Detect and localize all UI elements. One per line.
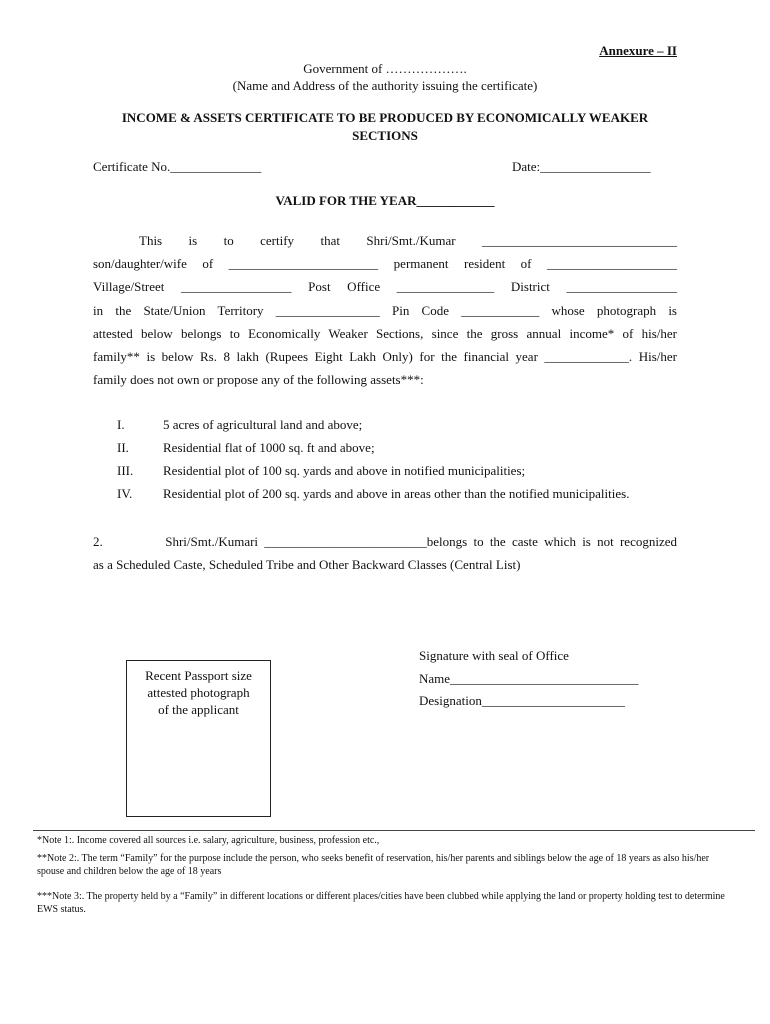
- body-line-6: family** is below Rs. 8 lakh (Rupees Eight Lakh Only) for the financial year _____________. His/her: [93, 349, 677, 365]
- annexure-label: Annexure – II: [599, 43, 677, 58]
- asset-text: Residential flat of 1000 sq. ft and above;: [163, 440, 375, 455]
- body-line-4: in the State/Union Territory ________________ Pin Code ____________ whose photograph is: [93, 302, 677, 318]
- asset-text: Residential plot of 100 sq. yards and above in notified municipalities;: [163, 463, 526, 478]
- asset-number: II.: [117, 440, 129, 455]
- authority-note: (Name and Address of the authority issuing the certificate): [232, 78, 538, 93]
- certificate-title: [93, 109, 677, 145]
- body-line-2: son/daughter/wife of _______________________ permanent resident of ____________________: [93, 256, 677, 272]
- title-line-1: INCOME & ASSETS CERTIFICATE TO BE PRODUCED BY ECONOMICALLY WEAKER: [121, 110, 649, 125]
- asset-number: III.: [117, 463, 134, 478]
- note-3: ***Note 3:. The property held by a “Family” in different locations or different places/cities have been clubbed while applying the land or property holding test to determine EWS status.: [37, 891, 725, 915]
- photo-box-line-3: of the applicant: [158, 702, 239, 717]
- asset-number: I.: [117, 417, 125, 432]
- body-line-7: family does not own or propose any of the following assets***:: [93, 372, 424, 388]
- caste-line-2: as a Scheduled Caste, Scheduled Tribe and Other Backward Classes (Central List): [93, 557, 521, 573]
- body-line-3: Village/Street _________________ Post Office _______________ District _________________: [93, 279, 677, 295]
- body-line-5: attested below belongs to Economically Weaker Sections, since the gross annual income* of his/her: [93, 325, 677, 341]
- government-of-line: Government of ……………….: [303, 61, 467, 76]
- date-field: Date:_________________: [512, 159, 651, 174]
- caste-line-1: 2. Shri/Smt./Kumari _________________________belongs to the caste which is not recognized: [93, 534, 677, 549]
- asset-text: 5 acres of agricultural land and above;: [163, 417, 363, 432]
- asset-text: Residential plot of 200 sq. yards and above in areas other than the notified municipalities.: [163, 486, 630, 501]
- caste-paragraph: [93, 530, 677, 576]
- certificate-body: [93, 229, 677, 391]
- notes-divider: [33, 830, 755, 831]
- photograph-box: [126, 660, 271, 817]
- certificate-number-field: Certificate No.______________: [93, 159, 262, 174]
- note-1: *Note 1:. Income covered all sources i.e. salary, agriculture, business, profession etc.,: [37, 835, 380, 846]
- signature-seal-label: Signature with seal of Office: [419, 648, 569, 663]
- photo-box-line-1: Recent Passport size: [145, 668, 252, 683]
- signatory-designation-field: Designation______________________: [419, 693, 625, 708]
- note-2: **Note 2:. The term “Family” for the purpose include the person, who seeks benefit of reservation, his/her parents and siblings below the age of 18 years as also his/her spouse and children below the age of 18 years: [37, 853, 710, 877]
- body-line-1: This is to certify that Shri/Smt./Kumar ______________________________: [139, 233, 677, 248]
- photo-box-line-2: attested photograph: [147, 685, 250, 700]
- signatory-name-field: Name_____________________________: [419, 671, 639, 686]
- valid-for-year: VALID FOR THE YEAR____________: [275, 193, 495, 208]
- asset-number: IV.: [117, 486, 133, 501]
- title-line-2: SECTIONS: [352, 128, 418, 143]
